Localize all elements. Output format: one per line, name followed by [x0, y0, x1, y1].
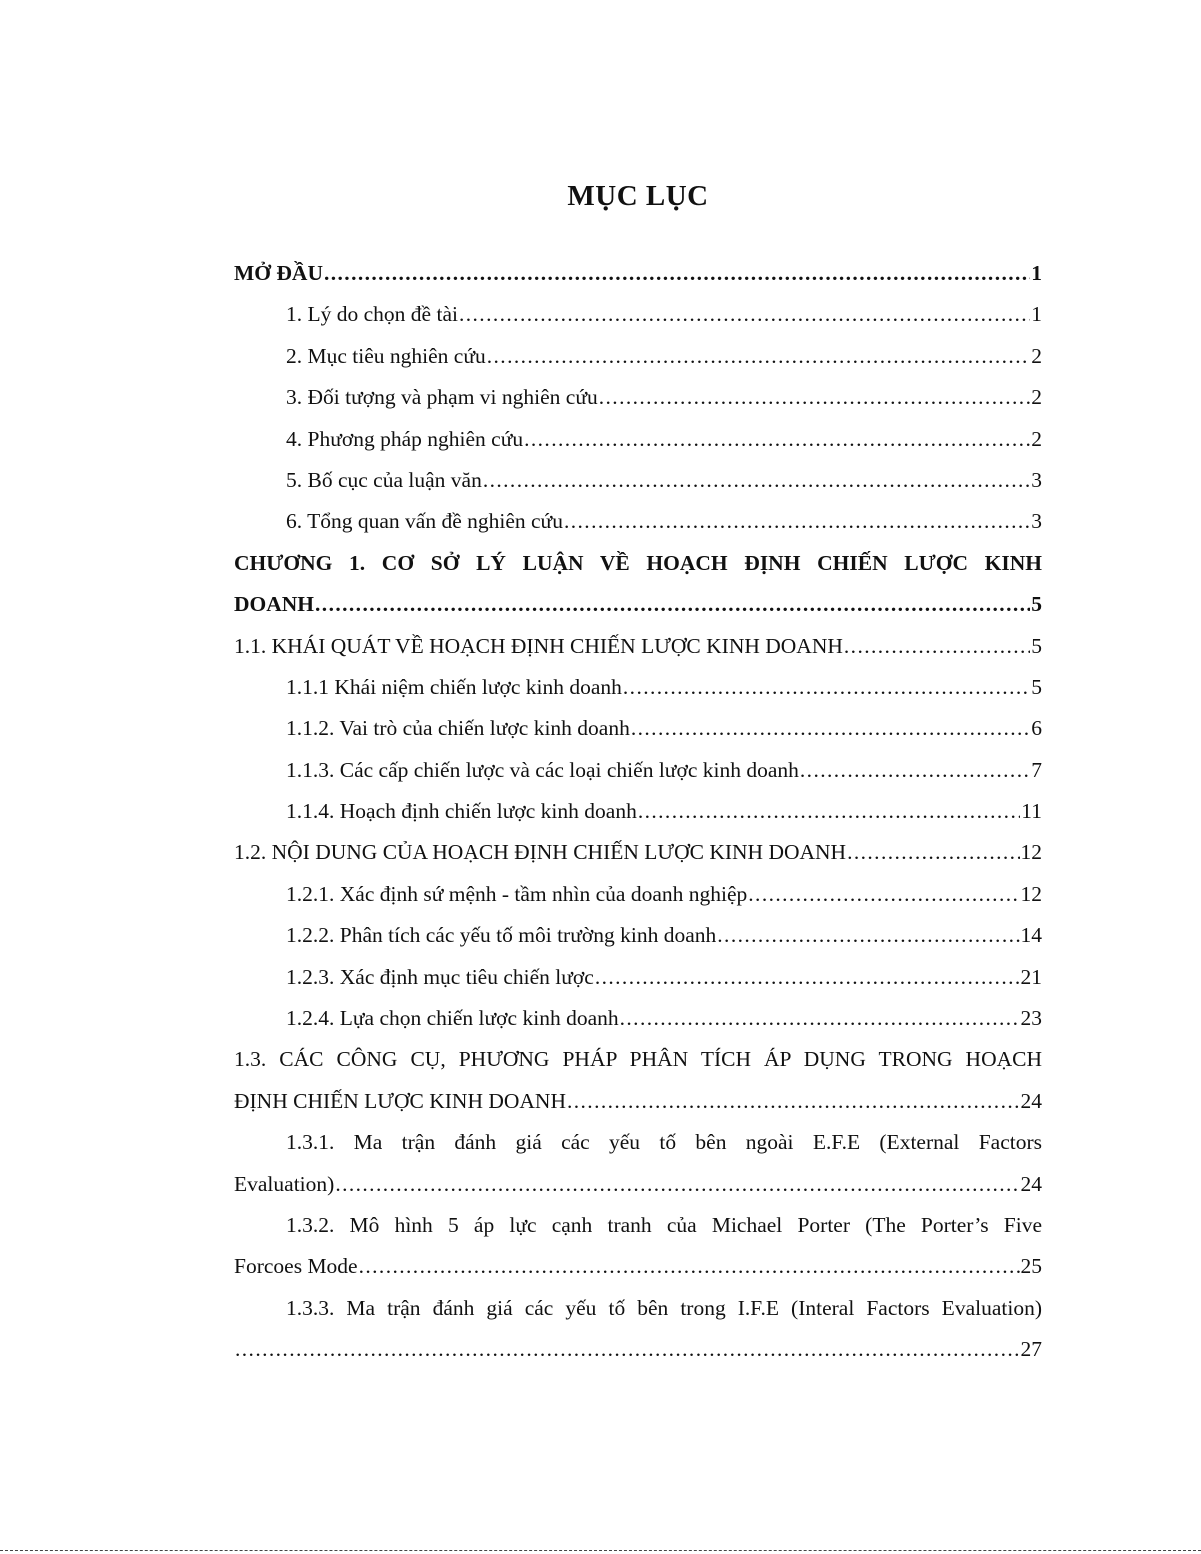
- toc-entry-title-line2: Forcoes Mode: [234, 1254, 358, 1279]
- toc-entry-title-line1: 1.3.1. Ma trận đánh giá các yếu tố bên ngoài E.F.E (External Factors: [286, 1130, 1042, 1155]
- toc-entry-title: 1.2.1. Xác định sứ mệnh - tầm nhìn của doanh nghiệp: [286, 881, 748, 906]
- toc-entry-title: 1. Lý do chọn đề tài: [286, 302, 458, 327]
- toc-entry-mo-dau[interactable]: [234, 253, 1042, 294]
- dot-leader: [844, 626, 1030, 667]
- toc-entry-ly-do[interactable]: [234, 294, 1042, 335]
- toc-page-number: 21: [1020, 964, 1042, 989]
- dot-leader: [235, 1329, 1020, 1370]
- toc-entry-doi-tuong[interactable]: [234, 377, 1042, 418]
- toc-entry-title: 1.1.2. Vai trò của chiến lược kinh doanh: [286, 716, 630, 741]
- toc-entry-title: 1.1.4. Hoạch định chiến lược kinh doanh: [286, 799, 637, 824]
- toc-page-number: 2: [1031, 426, 1042, 451]
- toc-entry-title: 1.2. NỘI DUNG CỦA HOẠCH ĐỊNH CHIẾN LƯỢC KINH DOANH: [234, 840, 847, 865]
- toc-entry-title-line2: DOANH: [234, 592, 315, 617]
- toc-entry-1-1-4[interactable]: [234, 791, 1042, 832]
- dot-leader: [631, 708, 1030, 749]
- toc-entry-title-line1: 1.3. CÁC CÔNG CỤ, PHƯƠNG PHÁP PHÂN TÍCH ÁP DỤNG TRONG HOẠCH: [234, 1047, 1042, 1072]
- dot-leader: [717, 915, 1019, 956]
- toc-entry-title: 1.2.3. Xác định mục tiêu chiến lược: [286, 964, 594, 989]
- dot-leader: [335, 1164, 1019, 1205]
- toc-entry-title-line2: ĐỊNH CHIẾN LƯỢC KINH DOANH: [234, 1088, 566, 1113]
- dot-leader: [800, 750, 1030, 791]
- toc-entry-phuong-phap[interactable]: [234, 419, 1042, 460]
- toc-page-number: 5: [1031, 633, 1042, 658]
- toc-page-number: 7: [1031, 757, 1042, 782]
- toc-entry-title: 4. Phương pháp nghiên cứu: [286, 426, 524, 451]
- dot-leader: [595, 957, 1020, 998]
- dot-leader: [487, 336, 1031, 377]
- toc-page-number: 3: [1031, 509, 1042, 534]
- toc-entry-title: 1.1.1 Khái niệm chiến lược kinh doanh: [286, 674, 622, 699]
- toc-page-number: 2: [1031, 343, 1042, 368]
- toc-page-number: 23: [1020, 1006, 1042, 1031]
- toc-page-number: 25: [1020, 1254, 1042, 1279]
- dot-leader: [599, 377, 1031, 418]
- toc-entry-1-3[interactable]: [234, 1039, 1042, 1122]
- toc-entry-title-line1: 1.3.2. Mô hình 5 áp lực cạnh tranh của Michael Porter (The Porter’s Five: [286, 1212, 1042, 1237]
- toc-page-number: 1: [1031, 261, 1042, 285]
- toc-entry-1-3-3[interactable]: [234, 1288, 1042, 1371]
- toc-entry-title: 6. Tổng quan vấn đề nghiên cứu: [286, 509, 563, 534]
- toc-page-number: 5: [1031, 592, 1042, 617]
- toc-page-number: 2: [1031, 385, 1042, 410]
- dot-leader: [359, 1246, 1020, 1287]
- table-of-contents: [234, 253, 1042, 1371]
- dot-leader: [620, 998, 1020, 1039]
- toc-entry-title: 1.2.2. Phân tích các yếu tố môi trường kinh doanh: [286, 923, 717, 948]
- toc-entry-bo-cuc[interactable]: [234, 460, 1042, 501]
- toc-entry-1-1-2[interactable]: [234, 708, 1042, 749]
- toc-entry-1-1-3[interactable]: [234, 750, 1042, 791]
- toc-entry-title: 3. Đối tượng và phạm vi nghiên cứu: [286, 385, 598, 410]
- toc-page-number: 12: [1020, 840, 1042, 865]
- toc-entry-chuong-1[interactable]: [234, 543, 1042, 626]
- toc-page-number: 11: [1021, 799, 1042, 824]
- dot-leader: [847, 832, 1019, 873]
- toc-page-number: 24: [1020, 1171, 1042, 1196]
- toc-entry-tong-quan[interactable]: [234, 501, 1042, 542]
- page-bottom-divider: [0, 1550, 1201, 1554]
- dot-leader: [567, 1081, 1020, 1122]
- toc-entry-1-2-2[interactable]: [234, 915, 1042, 956]
- dot-leader: [638, 791, 1020, 832]
- toc-entry-title-line1: 1.3.3. Ma trận đánh giá các yếu tố bên trong I.F.E (Interal Factors Evaluation): [286, 1295, 1042, 1320]
- toc-entry-muc-tieu[interactable]: [234, 336, 1042, 377]
- dot-leader: [459, 294, 1030, 335]
- dot-leader: [564, 501, 1030, 542]
- toc-entry-title: MỞ ĐẦU: [234, 261, 323, 285]
- toc-page-number: 12: [1020, 881, 1042, 906]
- dot-leader: [748, 874, 1019, 915]
- toc-entry-1-3-1[interactable]: [234, 1122, 1042, 1205]
- toc-entry-title: 1.1. KHÁI QUÁT VỀ HOẠCH ĐỊNH CHIẾN LƯỢC KINH DOANH: [234, 633, 843, 658]
- toc-entry-title-line1: CHƯƠNG 1. CƠ SỞ LÝ LUẬN VỀ HOẠCH ĐỊNH CHIẾN LƯỢC KINH: [234, 550, 1042, 575]
- toc-entry-title: 2. Mục tiêu nghiên cứu: [286, 343, 486, 368]
- toc-entry-1-1[interactable]: [234, 626, 1042, 667]
- dot-leader: [324, 253, 1030, 294]
- toc-page-number: 27: [1020, 1337, 1042, 1362]
- toc-page-number: 24: [1020, 1088, 1042, 1113]
- toc-entry-title: 1.1.3. Các cấp chiến lược và các loại chiến lược kinh doanh: [286, 757, 799, 782]
- dot-leader: [524, 419, 1030, 460]
- toc-page-number: 3: [1031, 467, 1042, 492]
- toc-page-number: 6: [1031, 716, 1042, 741]
- dot-leader: [623, 667, 1030, 708]
- toc-page-number: 1: [1031, 302, 1042, 327]
- page-title: MỤC LỤC: [567, 180, 709, 212]
- toc-entry-1-2-4[interactable]: [234, 998, 1042, 1039]
- toc-entry-title: 5. Bố cục của luận văn: [286, 467, 482, 492]
- toc-entry-title-line2: Evaluation): [234, 1171, 335, 1196]
- toc-entry-1-2-1[interactable]: [234, 874, 1042, 915]
- dot-leader: [315, 584, 1030, 625]
- toc-page-number: 14: [1020, 923, 1042, 948]
- toc-entry-title: 1.2.4. Lựa chọn chiến lược kinh doanh: [286, 1006, 619, 1031]
- toc-entry-1-3-2[interactable]: [234, 1205, 1042, 1288]
- toc-entry-1-1-1[interactable]: [234, 667, 1042, 708]
- toc-entry-1-2[interactable]: [234, 832, 1042, 873]
- toc-entry-1-2-3[interactable]: [234, 957, 1042, 998]
- toc-page-number: 5: [1031, 674, 1042, 699]
- dot-leader: [483, 460, 1030, 501]
